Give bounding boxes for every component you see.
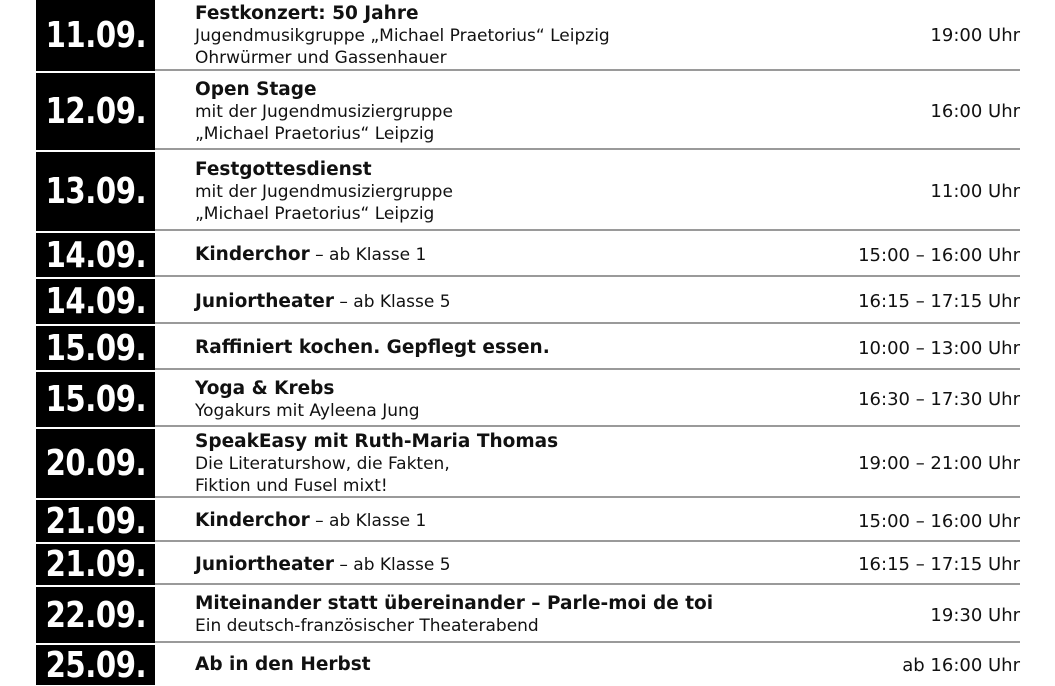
event-audience: – ab Klasse 1 [309, 245, 427, 265]
event-date-text: 21.09. [45, 544, 146, 585]
event-title [195, 431, 558, 453]
event-description: Ohrwürmer und Gassenhauer [195, 47, 447, 68]
event-time: 19:00 Uhr [930, 25, 1020, 46]
event-time: 11:00 Uhr [930, 181, 1020, 202]
event-audience: – ab Klasse 5 [333, 291, 451, 312]
event-title-text: Miteinander statt übereinander – Parle-moi de toi [195, 593, 714, 614]
row-divider [155, 583, 1020, 585]
event-title [195, 3, 610, 25]
event-date-text: 22.09. [45, 594, 146, 636]
event-time: 16:15 – 17:15 Uhr [858, 554, 1020, 575]
event-row [36, 587, 1020, 643]
event-time: 19:30 Uhr [930, 604, 1020, 626]
row-divider [155, 496, 1020, 498]
event-date-text: 21.09. [45, 500, 146, 542]
event-date-text: 14.09. [45, 234, 146, 276]
event-row [36, 0, 1020, 71]
event-row [36, 152, 1020, 231]
event-time: 10:00 – 13:00 Uhr [858, 337, 1020, 359]
event-row [36, 233, 1020, 277]
event-info [195, 233, 426, 277]
event-description: Yogakurs mit Ayleena Jung [195, 400, 420, 421]
event-title-text: Juniortheater [195, 553, 334, 575]
event-info [195, 0, 610, 71]
event-description: „Michael Praetorius“ Leipzig [195, 203, 435, 224]
event-date-text: 15.09. [45, 327, 146, 369]
event-time: 16:00 Uhr [930, 101, 1020, 122]
event-title [195, 244, 426, 266]
event-info [195, 152, 453, 231]
event-time: 16:30 – 17:30 Uhr [858, 389, 1020, 410]
event-date [36, 279, 155, 324]
event-info [195, 279, 451, 324]
event-title-text: Yoga & Krebs [195, 377, 335, 399]
event-audience: – ab Klasse 5 [333, 554, 451, 575]
event-title [195, 593, 713, 615]
event-title [195, 159, 453, 181]
event-info [195, 73, 453, 150]
event-date [36, 500, 155, 542]
event-info [195, 429, 558, 498]
event-date [36, 587, 155, 643]
event-date [36, 0, 155, 71]
event-description: Die Literaturshow, die Fakten, [195, 453, 450, 474]
event-date-text: 15.09. [45, 379, 146, 420]
event-title [195, 291, 451, 313]
event-description: mit der Jugendmusiziergruppe [195, 181, 453, 202]
event-title-text: Kinderchor [195, 244, 310, 265]
event-audience: – ab Klasse 1 [309, 511, 427, 531]
event-info [195, 645, 371, 685]
event-title [195, 79, 453, 101]
event-description: Jugendmusikgruppe „Michael Praetorius“ Leipzig [195, 25, 610, 46]
event-info [195, 500, 426, 542]
row-divider [155, 148, 1020, 150]
event-info [195, 587, 713, 643]
event-title-text: Open Stage [195, 78, 317, 100]
event-date [36, 73, 155, 150]
event-title [195, 654, 371, 676]
event-date [36, 645, 155, 685]
row-divider [155, 425, 1020, 427]
row-divider [155, 229, 1020, 231]
event-row [36, 645, 1020, 685]
row-divider [155, 540, 1020, 542]
event-time: ab 16:00 Uhr [902, 654, 1020, 676]
event-time: 15:00 – 16:00 Uhr [858, 244, 1020, 266]
row-divider [155, 275, 1020, 277]
event-title-text: Juniortheater [195, 290, 334, 312]
event-row [36, 544, 1020, 585]
event-title-text: Raffiniert kochen. Gepflegt essen. [195, 337, 550, 358]
event-description: „Michael Praetorius“ Leipzig [195, 123, 435, 144]
event-date-text: 20.09. [45, 443, 146, 484]
event-title [195, 337, 550, 359]
event-description: Ein deutsch-französischer Theaterabend [195, 616, 539, 636]
row-divider [155, 368, 1020, 370]
event-title [195, 378, 420, 400]
event-info [195, 544, 451, 585]
event-date [36, 233, 155, 277]
event-date [36, 326, 155, 370]
event-row [36, 73, 1020, 150]
event-info [195, 372, 420, 427]
event-date [36, 152, 155, 231]
event-description: mit der Jugendmusiziergruppe [195, 101, 453, 122]
event-title-text: Ab in den Herbst [195, 654, 371, 675]
row-divider [155, 69, 1020, 71]
event-date-text: 25.09. [45, 644, 146, 686]
event-date-text: 11.09. [45, 15, 146, 56]
event-row [36, 429, 1020, 498]
event-title-text: Kinderchor [195, 510, 310, 531]
event-row [36, 500, 1020, 542]
event-date [36, 372, 155, 427]
event-title [195, 554, 451, 576]
event-title-text: Festgottesdienst [195, 158, 372, 180]
event-date-text: 13.09. [45, 171, 146, 212]
event-title [195, 510, 426, 532]
event-date [36, 544, 155, 585]
row-divider [155, 322, 1020, 324]
event-row [36, 326, 1020, 370]
row-divider [155, 641, 1020, 643]
event-time: 15:00 – 16:00 Uhr [858, 510, 1020, 532]
event-row [36, 279, 1020, 324]
event-title-text: Festkonzert: 50 Jahre [195, 2, 419, 24]
event-title-text: SpeakEasy mit Ruth-Maria Thomas [195, 430, 559, 452]
event-time: 19:00 – 21:00 Uhr [858, 453, 1020, 474]
event-time: 16:15 – 17:15 Uhr [858, 291, 1020, 312]
event-info [195, 326, 550, 370]
event-date [36, 429, 155, 498]
event-row [36, 372, 1020, 427]
event-date-text: 14.09. [45, 281, 146, 322]
event-date-text: 12.09. [45, 91, 146, 132]
event-description: Fiktion und Fusel mixt! [195, 475, 388, 496]
